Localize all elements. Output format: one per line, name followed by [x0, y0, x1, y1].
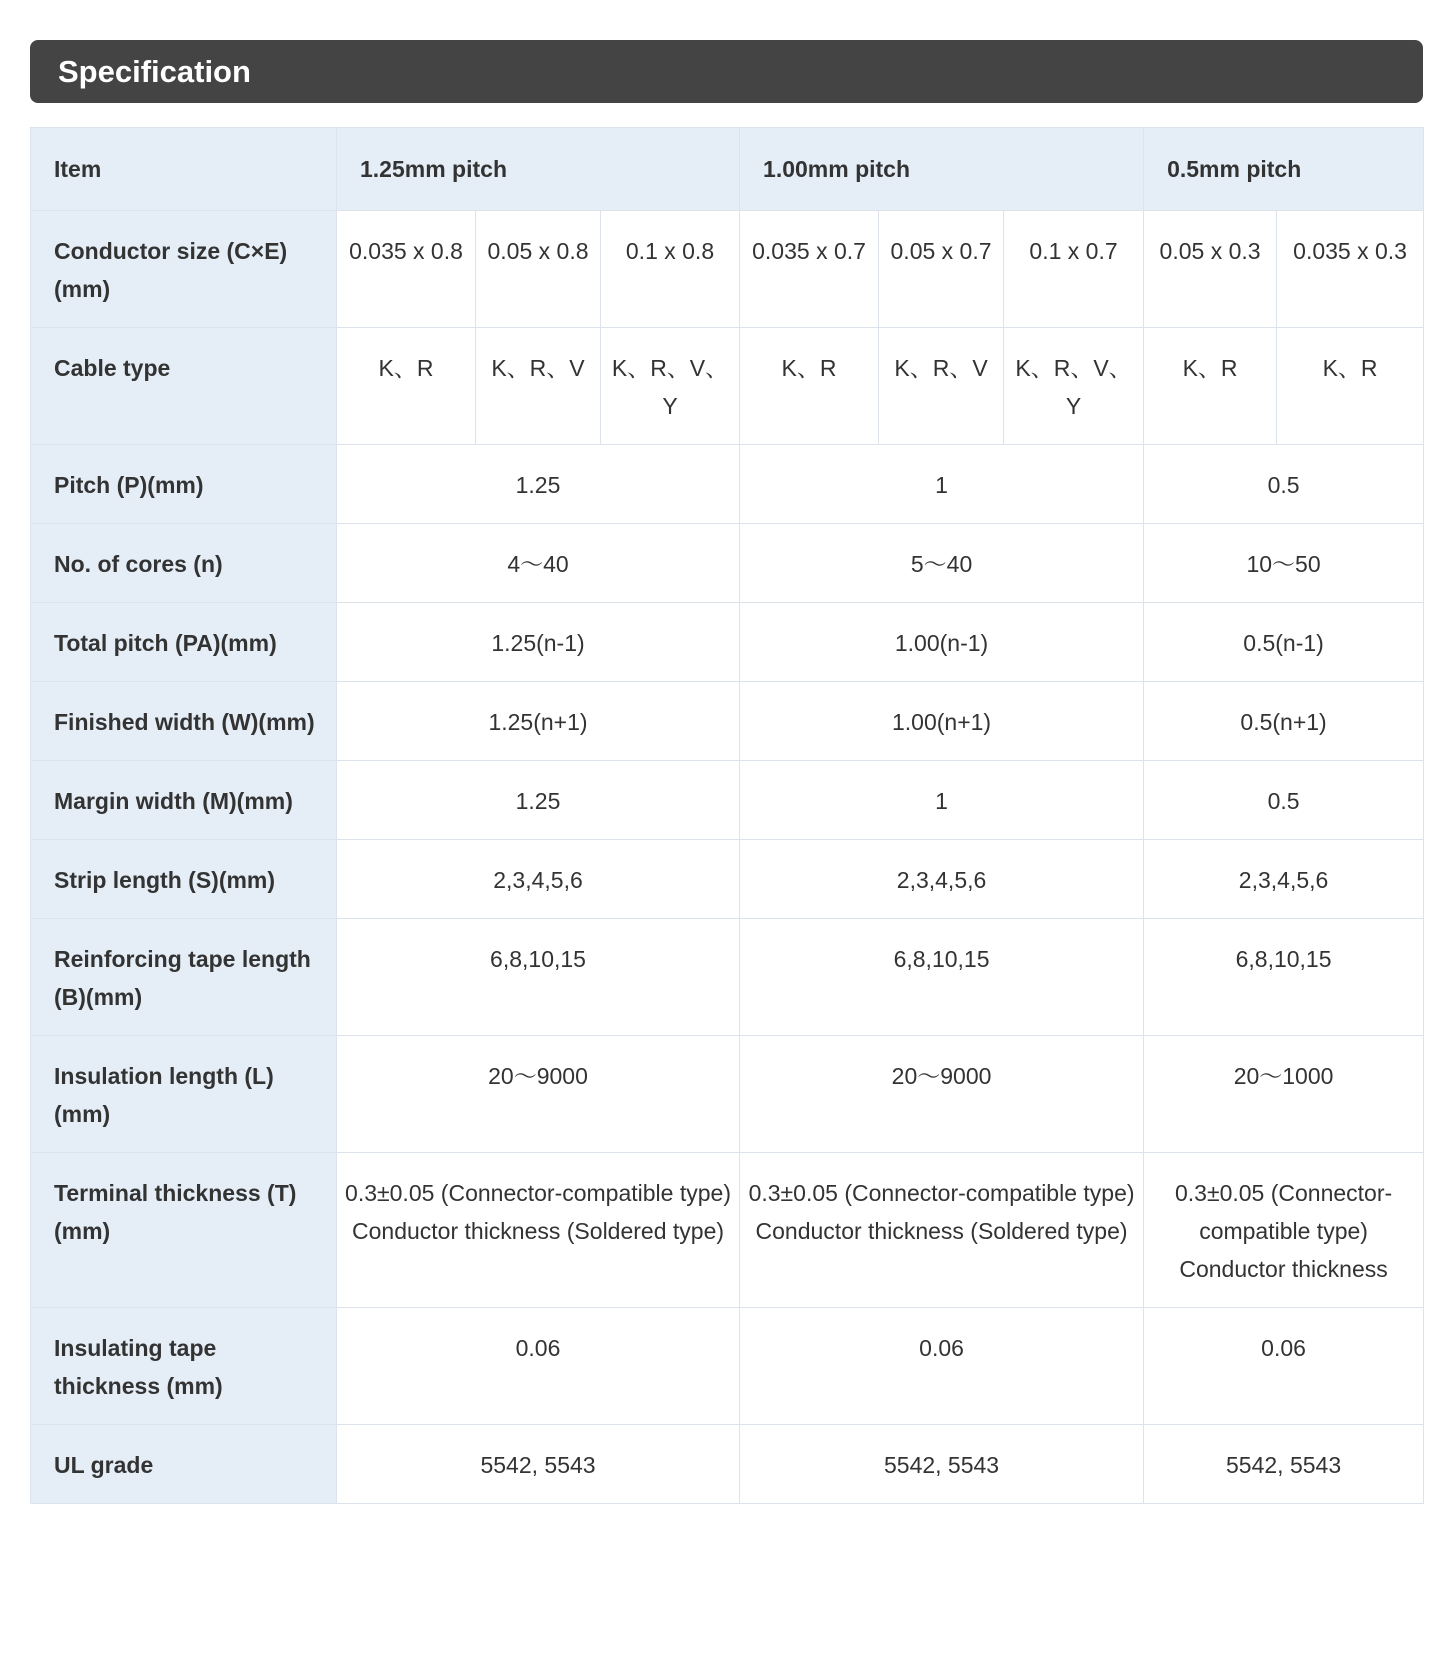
table-cell: 5542, 5543 — [740, 1425, 1144, 1504]
header-pitch-125: 1.25mm pitch — [337, 128, 740, 211]
table-cell: 20～9000 — [337, 1036, 740, 1153]
row-label: Margin width (M)(mm) — [31, 761, 337, 840]
table-cell: 0.035 x 0.8 — [337, 211, 476, 328]
table-cell: 0.1 x 0.8 — [601, 211, 740, 328]
row-label: Finished width (W)(mm) — [31, 682, 337, 761]
table-cell: K、R、V、Y — [1004, 328, 1144, 445]
row-label: Pitch (P)(mm) — [31, 445, 337, 524]
table-cell: 1.00(n-1) — [740, 603, 1144, 682]
table-cell: K、R — [740, 328, 879, 445]
table-cell: 1 — [740, 761, 1144, 840]
table-cell: 0.05 x 0.8 — [476, 211, 601, 328]
specification-table — [30, 127, 1424, 1504]
table-row — [31, 524, 1424, 603]
table-row — [31, 1308, 1424, 1425]
table-cell: 0.05 x 0.3 — [1144, 211, 1277, 328]
table-cell: 0.5(n+1) — [1144, 682, 1424, 761]
table-cell: K、R — [1144, 328, 1277, 445]
table-cell: 5～40 — [740, 524, 1144, 603]
row-label: UL grade — [31, 1425, 337, 1504]
table-row — [31, 682, 1424, 761]
table-cell: 20～1000 — [1144, 1036, 1424, 1153]
table-row — [31, 1036, 1424, 1153]
table-cell: 2,3,4,5,6 — [740, 840, 1144, 919]
table-row — [31, 840, 1424, 919]
table-cell: 0.5 — [1144, 445, 1424, 524]
table-cell: 6,8,10,15 — [337, 919, 740, 1036]
table-cell: K、R、V — [476, 328, 601, 445]
table-cell: 1.25 — [337, 445, 740, 524]
table-cell: 1.25(n-1) — [337, 603, 740, 682]
row-label: Conductor size (C×E)(mm) — [31, 211, 337, 328]
row-label: Insulating tape thickness (mm) — [31, 1308, 337, 1425]
table-cell: 5542, 5543 — [337, 1425, 740, 1504]
section-title: Specification — [58, 53, 251, 89]
row-label: No. of cores (n) — [31, 524, 337, 603]
table-cell: 0.05 x 0.7 — [879, 211, 1004, 328]
table-row — [31, 211, 1424, 328]
table-row — [31, 1153, 1424, 1308]
row-label: Strip length (S)(mm) — [31, 840, 337, 919]
header-pitch-100: 1.00mm pitch — [740, 128, 1144, 211]
table-cell: 6,8,10,15 — [1144, 919, 1424, 1036]
row-label: Cable type — [31, 328, 337, 445]
table-cell: K、R、V、Y — [601, 328, 740, 445]
table-header-row — [31, 128, 1424, 211]
section-header — [30, 40, 1423, 103]
row-label: Reinforcing tape length (B)(mm) — [31, 919, 337, 1036]
table-cell: 6,8,10,15 — [740, 919, 1144, 1036]
table-cell: 1 — [740, 445, 1144, 524]
table-row — [31, 761, 1424, 840]
table-cell: 20～9000 — [740, 1036, 1144, 1153]
table-cell: 0.06 — [337, 1308, 740, 1425]
table-cell: 0.5(n-1) — [1144, 603, 1424, 682]
table-cell: 0.06 — [1144, 1308, 1424, 1425]
table-cell: 0.1 x 0.7 — [1004, 211, 1144, 328]
table-row — [31, 445, 1424, 524]
table-cell: K、R — [1277, 328, 1424, 445]
table-cell: K、R — [337, 328, 476, 445]
table-cell: 0.035 x 0.3 — [1277, 211, 1424, 328]
table-cell: 0.035 x 0.7 — [740, 211, 879, 328]
table-cell: 4～40 — [337, 524, 740, 603]
table-cell: 0.5 — [1144, 761, 1424, 840]
row-label: Terminal thickness (T)(mm) — [31, 1153, 337, 1308]
table-cell: 2,3,4,5,6 — [1144, 840, 1424, 919]
table-cell: 0.3±0.05 (Connector-compatible type) Conductor thickness (Soldered type) — [740, 1153, 1144, 1308]
table-row — [31, 1425, 1424, 1504]
table-cell: 1.25 — [337, 761, 740, 840]
row-label: Insulation length (L)(mm) — [31, 1036, 337, 1153]
row-label: Total pitch (PA)(mm) — [31, 603, 337, 682]
table-cell: 0.3±0.05 (Connector-compatible type) Conductor thickness — [1144, 1153, 1424, 1308]
header-item: Item — [31, 128, 337, 211]
table-cell: K、R、V — [879, 328, 1004, 445]
table-row — [31, 328, 1424, 445]
table-cell: 0.3±0.05 (Connector-compatible type) Conductor thickness (Soldered type) — [337, 1153, 740, 1308]
table-cell: 2,3,4,5,6 — [337, 840, 740, 919]
table-cell: 10～50 — [1144, 524, 1424, 603]
table-cell: 5542, 5543 — [1144, 1425, 1424, 1504]
table-cell: 0.06 — [740, 1308, 1144, 1425]
table-cell: 1.25(n+1) — [337, 682, 740, 761]
table-row — [31, 603, 1424, 682]
table-cell: 1.00(n+1) — [740, 682, 1144, 761]
header-pitch-05: 0.5mm pitch — [1144, 128, 1424, 211]
table-row — [31, 919, 1424, 1036]
